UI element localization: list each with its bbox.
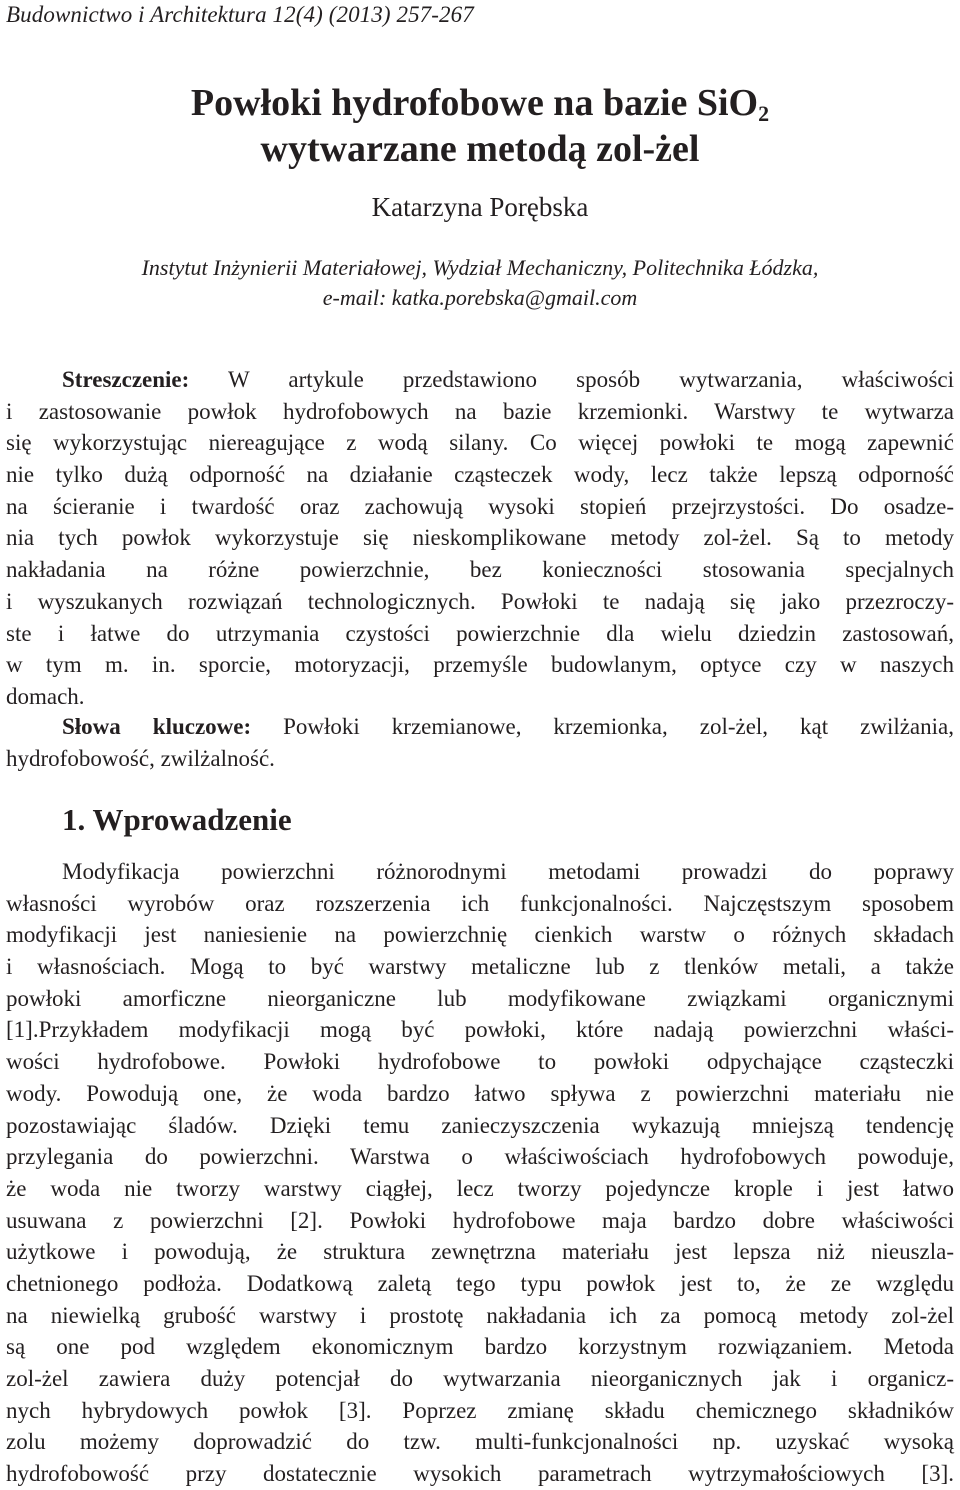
body-line: własności wyrobów oraz rozszerzenia ich funkcjonalności. Najczęstszym sposobem [6,890,954,916]
keywords-label: Słowa kluczowe: [62,714,252,739]
abstract-line: nakładania na różne powierzchnie, bez konieczności stosowania specjalnych [6,557,954,583]
body-line: nych hybrydowych powłok [3]. Poprzez zmianę składu chemicznego składników [6,1397,954,1423]
affiliation [0,253,960,313]
body-line: przylegania do powierzchni. Warstwa o właściwościach hydrofobowych powoduje, [6,1144,954,1170]
keywords-line: hydrofobowość, zwilżalność. [6,745,275,771]
body-line: powłoki amorficzne nieorganiczne lub modyfikowane związkami organicznymi [6,985,954,1011]
title-main-text: Powłoki hydrofobowe na bazie SiO [190,82,759,124]
title-line-1 [0,80,960,126]
body-line: modyfikacji jest naniesienie na powierzchnię cienkich warstw o różnych składach [6,922,954,948]
keywords-line: Słowa kluczowe: Powłoki krzemianowe, krzemionka, zol-żel, kąt zwilżania, [62,714,954,739]
section-heading: 1. Wprowadzenie [62,802,292,837]
body-line: Modyfikacja powierzchni różnorodnymi metodami prowadzi do poprawy [62,859,954,884]
title-line-2: wytwarzane metodą zol-żel [260,128,700,170]
author-name: Katarzyna Porębska [371,192,589,222]
body-line: że woda nie tworzy warstwy ciągłej, lecz tworzy pojedyncze krople i jest łatwo [6,1175,954,1201]
affiliation-line-1: Instytut Inżynierii Materiałowej, Wydział Mechaniczny, Politechnika Łódzka, [141,255,819,280]
abstract-label: Streszczenie: [62,367,190,392]
body-line: na niewielką grubość warstwy i prostotę nakładania ich za pomocą metody zol-żel [6,1302,954,1328]
body-line: pozostawiając śladów. Dzięki temu zanieczyszczenia wykazują mniejszą tendencję [6,1112,954,1138]
body-line: hydrofobowość przy dostatecznie wysokich parametrach wytrzymałościowych [3]. [6,1461,954,1487]
body-line: i własnościach. Mogą to być warstwy metaliczne lub z tlenków metali, a także [6,954,954,980]
body-line: zol-żel zawiera duży potencjał do wytwarzania nieorganicznych jak i organicz- [6,1366,954,1391]
body-line: wody. Powodują one, że woda bardzo łatwo spływa z powierzchni materiału nie [6,1080,954,1106]
keywords [6,711,954,774]
abstract-line: ste i łatwe do utrzymania czystości powierzchnie dla wielu dziedzin zastosowań, [6,620,954,646]
abstract-line: nie tylko dużą odporność na działanie cząsteczek wody, lecz także lepszą odporność [6,462,954,488]
body-line: chetnionego podłoża. Dodatkową zaletą tego typu powłok jest to, że ze względu [6,1270,954,1296]
paper-title [0,80,960,172]
abstract [6,364,954,713]
body-line: są one pod względem ekonomicznym bardzo korzystnym rozwiązaniem. Metoda [6,1334,954,1360]
abstract-line: na ścieranie i twardość oraz zachowują wysoki stopień przejrzystości. Do osadze- [6,493,954,519]
abstract-line: domach. [6,683,85,709]
abstract-line: i zastosowanie powłok hydrofobowych na bazie krzemionki. Warstwy te wytwarza [6,398,954,424]
body-line: [1].Przykładem modyfikacji mogą być powłoki, które nadają powierzchni właści- [6,1017,954,1043]
section-body [6,856,954,1490]
abstract-line: nia tych powłok wykorzystuje się nieskomplikowane metody zol-żel. Są to metody [6,525,954,551]
affiliation-email: e-mail: katka.porebska@gmail.com [322,285,638,310]
abstract-line: Streszczenie: W artykule przedstawiono sposób wytwarzania, właściwości [62,367,954,392]
body-line: usuwana z powierzchni [2]. Powłoki hydrofobowe maja bardzo dobre właściwości [6,1207,954,1233]
body-line: zolu możemy doprowadzić do tzw. multi-funkcjonalności np. uzyskać wysoką [6,1429,954,1455]
body-line: wości hydrofobowe. Powłoki hydrofobowe to powłoki odpychające cząsteczki [6,1049,954,1075]
title-subscript: 2 [758,101,770,126]
abstract-line: się wykorzystując niereagujące z wodą silany. Co więcej powłoki te mogą zapewnić [6,430,954,456]
abstract-line: w tym m. in. sporcie, motoryzacji, przemyśle budowlanym, optyce czy w naszych [6,652,954,678]
abstract-line: i wyszukanych rozwiązań technologicznych. Powłoki te nadają się jako przezroczy- [6,588,954,614]
body-line: użytkowe i powodują, że struktura zewnętrzna materiału jest lepsza niż nieuszla- [6,1239,954,1265]
journal-header: Budownictwo i Architektura 12(4) (2013) 257-267 [6,2,474,27]
